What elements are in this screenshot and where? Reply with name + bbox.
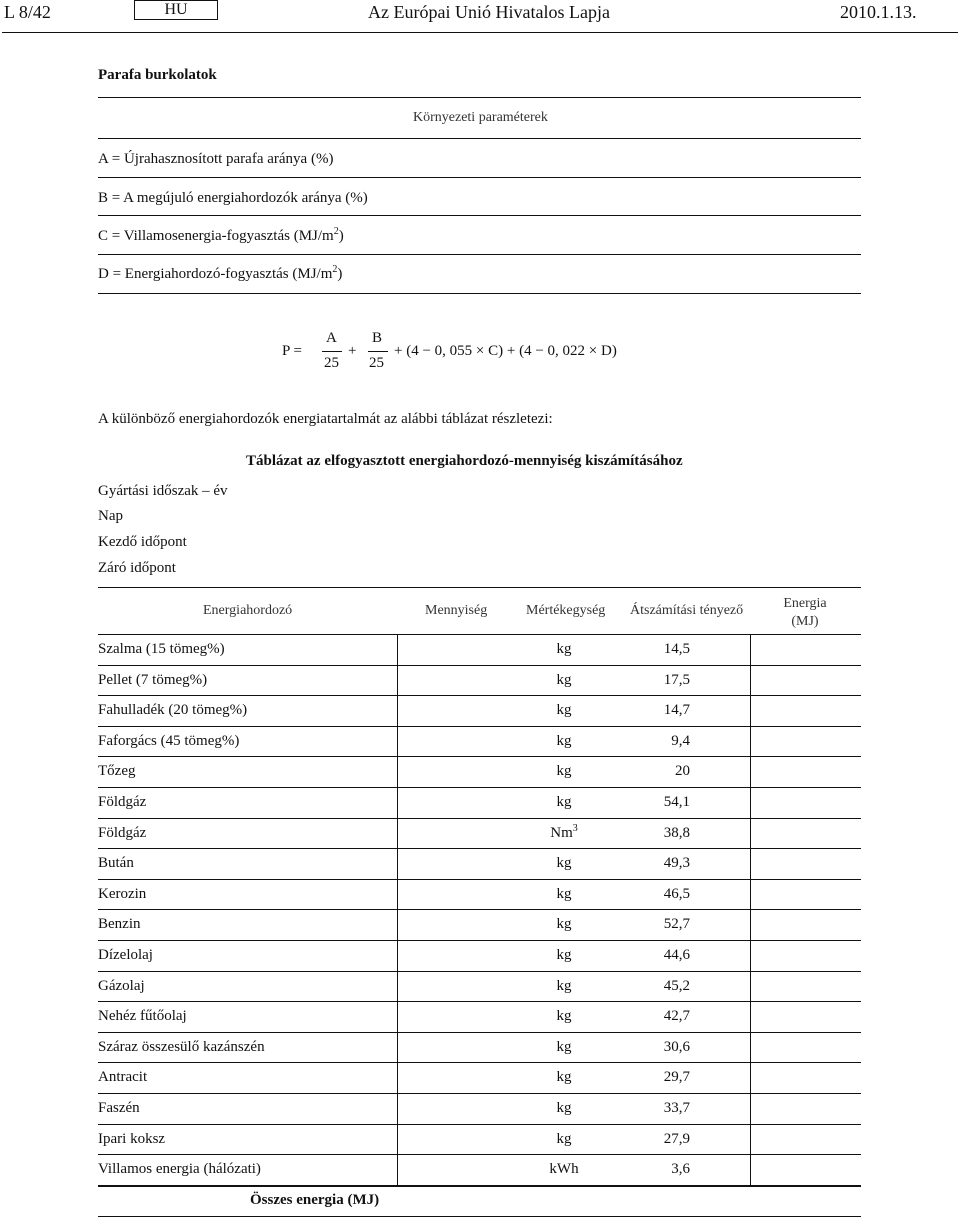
formula-a-numerator: A [326,330,337,346]
row-unit [524,702,604,719]
row-carrier-name: Bután [98,855,134,872]
row-unit-text: kg [556,763,572,780]
row-unit-text: kg [556,1008,572,1025]
row-carrier-name: Benzin [98,916,141,933]
col-energy-line1: Energia [783,596,827,611]
row-unit [524,1131,604,1148]
total-rule [98,1185,861,1187]
row-rule [98,818,861,819]
row-rule [98,756,861,757]
param-d [98,266,342,283]
param-c-sup: 2 [333,226,339,237]
row-rule [98,848,861,849]
row-carrier-name: Faforgács (45 tömeg%) [98,732,240,749]
row-rule [98,1093,861,1094]
formula-b-numerator: B [372,330,383,346]
row-carrier-name: Villamos energia (hálózati) [98,1161,261,1178]
formula-b-denominator: 25 [369,355,384,371]
col-energy [750,595,860,631]
row-rule [98,1124,861,1125]
row-unit [524,1039,604,1056]
row-unit-text: kg [556,671,572,688]
row-carrier-name: Földgáz [98,824,147,841]
col-carrier: Energiahordozó [203,603,293,618]
param-a: A = Újrahasznosított parafa aránya (%) [98,151,334,167]
row-conversion-factor: 30,6 [663,1038,690,1055]
row-rule [98,1032,861,1033]
row-carrier-name: Tőzeg [98,763,136,780]
row-carrier-name: Dízelolaj [98,947,153,963]
row-rule [98,787,861,788]
param-c-tail: ) [338,228,344,244]
row-rule [98,695,861,696]
row-carrier-name: Faszén [98,1100,140,1116]
row-unit [524,855,604,872]
section-title: Parafa burkolatok [98,67,217,83]
row-rule [98,665,861,666]
row-unit [524,947,604,964]
row-rule [98,726,861,727]
row-conversion-factor: 17,5 [663,671,690,688]
period-year: Gyártási időszak – év [98,483,228,499]
row-conversion-factor: 42,7 [663,1008,690,1025]
row-unit-text: Nm [550,824,573,841]
param-rule [98,177,861,178]
period-day: Nap [98,508,123,524]
table-title: Táblázat az elfogyasztott energiahordozó-mennyiség kiszámításához [246,453,683,469]
row-conversion-factor: 27,9 [663,1130,690,1147]
param-c [98,228,344,245]
journal-title: Az Európai Unió Hivatalos Lapja [368,2,610,22]
row-carrier-name: Szalma (15 tömeg%) [98,641,225,657]
row-rule [98,971,861,972]
row-carrier-name: Fahulladék (20 tömeg%) [98,702,248,719]
param-rule [98,215,861,216]
row-carrier-name: Száraz összesülő kazánszén [98,1038,265,1055]
language-box: HU [134,0,218,20]
row-unit-text: kg [556,947,572,963]
row-conversion-factor: 49,3 [663,855,690,872]
table-header-rule [98,634,861,635]
row-unit [524,794,604,811]
row-rule [98,909,861,910]
row-unit-text: kg [556,1100,572,1116]
row-rule [98,879,861,880]
row-carrier-name: Földgáz [98,794,147,810]
param-header-rule [98,138,861,139]
row-conversion-factor: 20 [675,763,690,780]
table-top-rule [98,587,861,588]
row-conversion-factor: 9,4 [671,732,690,749]
row-carrier-name: Pellet (7 tömeg%) [98,671,208,688]
row-unit-text: kg [556,702,572,719]
row-conversion-factor: 3,6 [671,1161,690,1178]
param-rule [98,254,861,255]
param-d-text: D = Energiahordozó-fogyasztás (MJ/m [98,266,333,282]
col-energy-line2: (MJ) [791,614,819,629]
row-unit-text: kg [556,732,572,749]
fraction-bar [322,351,342,352]
row-unit [524,1100,604,1117]
row-conversion-factor: 14,5 [663,641,690,657]
row-conversion-factor: 38,8 [663,824,690,841]
param-table-top-rule [98,97,861,98]
row-unit [524,1069,604,1086]
row-unit [524,641,604,658]
header-rule [2,32,958,33]
param-d-tail: ) [337,266,343,282]
row-conversion-factor: 33,7 [663,1100,690,1116]
total-label: Összes energia (MJ) [250,1192,380,1208]
row-conversion-factor: 45,2 [663,977,690,994]
row-unit [524,672,604,689]
col-factor: Átszámítási tényező [630,603,744,618]
row-unit [524,733,604,750]
row-conversion-factor: 44,6 [663,947,690,963]
row-unit-text: kg [556,1038,572,1055]
row-carrier-name: Nehéz fűtőolaj [98,1008,187,1025]
row-unit-text: kg [556,1069,572,1086]
row-carrier-name: Ipari koksz [98,1130,166,1147]
formula-rest: + (4 − 0, 055 × C) + (4 − 0, 022 × D) [394,343,617,359]
row-unit [524,916,604,933]
row-unit-text: kg [556,794,572,810]
row-conversion-factor: 14,7 [663,702,690,719]
row-rule [98,1001,861,1002]
publication-date: 2010.1.13. [840,2,917,22]
formula-plus: + [348,343,357,359]
row-unit-text: kg [556,641,572,657]
row-unit-text: kg [556,885,572,902]
row-conversion-factor: 54,1 [663,794,690,810]
intro-text: A különböző energiahordozók energiatartalmát az alábbi táblázat részletezi: [98,411,553,427]
row-rule [98,1154,861,1155]
page-reference: L 8/42 [4,2,51,22]
param-c-text: C = Villamosenergia-fogyasztás (MJ/m [98,228,334,244]
row-rule [98,1062,861,1063]
param-b: B = A megújuló energiahordozók aránya (%) [98,190,368,206]
fraction-bar [368,351,388,352]
param-d-sup: 2 [332,264,338,275]
row-conversion-factor: 29,7 [663,1069,690,1086]
row-unit [524,886,604,903]
row-unit [524,822,604,842]
row-unit [524,978,604,995]
row-unit-text: kg [556,1130,572,1147]
row-rule [98,940,861,941]
formula-a-denominator: 25 [324,355,339,371]
row-conversion-factor: 52,7 [663,916,690,933]
row-unit-text: kg [556,855,572,872]
row-unit [524,763,604,780]
param-table-bottom-rule [98,293,861,294]
row-conversion-factor: 46,5 [663,885,690,902]
period-start: Kezdő időpont [98,534,187,550]
table-bottom-rule [98,1216,861,1217]
row-unit-text: kWh [549,1161,579,1178]
row-unit-text: kg [556,916,572,933]
env-params-header: Környezeti paraméterek [413,110,548,125]
row-carrier-name: Antracit [98,1069,148,1086]
row-unit-text: kg [556,977,572,994]
row-unit-sup: 3 [572,822,578,834]
row-carrier-name: Kerozin [98,885,147,902]
col-unit: Mértékegység [526,603,606,618]
formula-p: P = [282,343,302,359]
period-end: Záró időpont [98,560,176,576]
col-quantity: Mennyiség [425,603,488,618]
row-carrier-name: Gázolaj [98,977,145,994]
row-unit [524,1161,604,1178]
row-unit [524,1008,604,1025]
